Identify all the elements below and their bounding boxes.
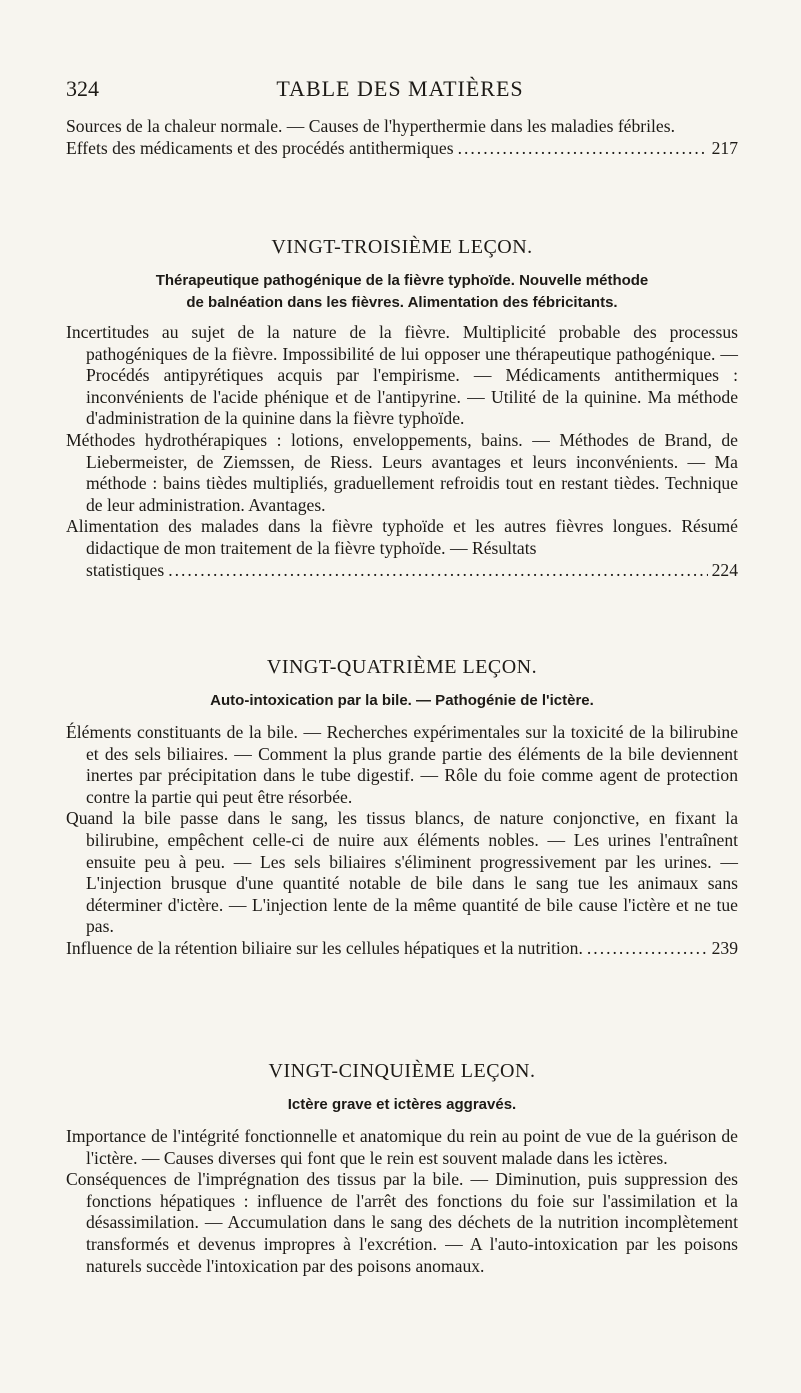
page-number: 324 [66, 76, 99, 101]
toc-page-number: 224 [711, 559, 738, 580]
leader-dots [168, 560, 707, 582]
lesson-23-summary [66, 270, 738, 314]
toc-page-number: 217 [711, 137, 738, 158]
lesson-25-paragraph-1: Importance de l'intégrité fonctionnelle et anatomique du rein au point de vue de la guérison de l'ictère. — Causes diverses qui font que le rein est souvent malade dans les ictères. [66, 1126, 738, 1168]
toc-entry [66, 938, 738, 960]
toc-entry-text: Effets des médicaments et des procédés antithermiques [66, 137, 454, 158]
lesson-23-paragraph-2: Méthodes hydrothérapiques : lotions, enveloppements, bains. — Méthodes de Brand, de Liebermeister, de Ziemssen, de Riess. Leurs avantages et leurs inconvénients. — Ma méthode : bains tièdes multipliés, graduellement refroidis tout en restant tièdes. Technique de leur administration. Avantages. [66, 429, 738, 515]
lesson-25-body [66, 1126, 738, 1277]
toc-entry-text: statistiques [86, 559, 165, 580]
lesson-23-title: VINGT-TROISIÈME LEÇON. [271, 236, 533, 258]
lesson-23-paragraph-1: Incertitudes au sujet de la nature de la fièvre. Multiplicité probable des processus pathogéniques de la fièvre. Impossibilité de lui opposer une thérapeutique pathogénique. — Procédés antipyrétiques acquis par l'empirisme. — Médicaments antithermiques : inconvénients de l'acide phénique et de l'antipyrine. — Utilité de la quinine. Ma méthode d'administration de la quinine dans la fièvre typhoïde. [66, 322, 738, 429]
lesson-23-paragraph-3: Alimentation des malades dans la fièvre typhoïde et les autres fièvres longues. Résumé didactique de mon traitement de la fièvre typhoïde. — Résultats [66, 516, 738, 558]
toc-page-number: 239 [711, 937, 738, 958]
lesson-25-paragraph-2: Conséquences de l'imprégnation des tissus par la bile. — Diminution, puis suppression des fonctions hépatiques : influence de l'arrêt des fonctions du foie sur l'assimilation et la désassimilation. — Accumulation dans le sang des déchets de la nutrition incomplètement transformés et devenus impropres à l'excrétion. — A l'auto-intoxication par les poisons naturels succède l'intoxication par des poisons anomaux. [66, 1169, 738, 1276]
lesson-24-paragraph-2: Quand la bile passe dans le sang, les tissus blancs, de nature conjonctive, en fixant la bilirubine, empêchent celle-ci de nuire aux éléments nobles. — Les urines l'entraînent ensuite peu à peu. — Les sels biliaires s'éliminent progressivement par les urines. — L'injection brusque d'une quantité notable de bile dans le sang tue les animaux sans déterminer d'ictère. — L'injection lente de la même quantité de bile cause l'ictère et ne tue pas. [66, 808, 738, 937]
lesson-25-title: VINGT-CINQUIÈME LEÇON. [268, 1060, 536, 1082]
lesson-24-title: VINGT-QUATRIÈME LEÇON. [266, 656, 538, 678]
page-header [66, 76, 734, 106]
lesson-25-summary: Ictère grave et ictères aggravés. [287, 1096, 517, 1113]
running-title: TABLE DES MATIÈRES [276, 76, 524, 101]
lesson-24-body [66, 722, 738, 960]
lesson-23-body [66, 322, 738, 581]
intro-section [66, 116, 738, 159]
leader-dots [458, 138, 708, 160]
toc-entry [66, 138, 738, 160]
lesson-23-summary-line-1: Thérapeutique pathogénique de la fièvre typhoïde. Nouvelle méthode [155, 272, 649, 289]
lesson-23-summary-line-2: de balnéation dans les fièvres. Alimentation des fébricitants. [186, 294, 618, 311]
toc-entry-text: Influence de la rétention biliaire sur les cellules hépatiques et la nutrition. [66, 937, 583, 958]
lesson-24-summary: Auto-intoxication par la bile. — Pathogénie de l'ictère. [210, 692, 594, 709]
intro-paragraph: Sources de la chaleur normale. — Causes de l'hyperthermie dans les maladies fébriles. [66, 116, 675, 136]
toc-entry [66, 560, 738, 582]
lesson-24-paragraph-1: Éléments constituants de la bile. — Recherches expérimentales sur la toxicité de la bilirubine et des sels biliaires. — Comment la plus grande partie des éléments de la bile deviennent inertes par précipitation dans le tube digestif. — Rôle du foie comme agent de protection contre la partie qui peut être résorbée. [66, 722, 738, 807]
leader-dots [587, 938, 708, 960]
